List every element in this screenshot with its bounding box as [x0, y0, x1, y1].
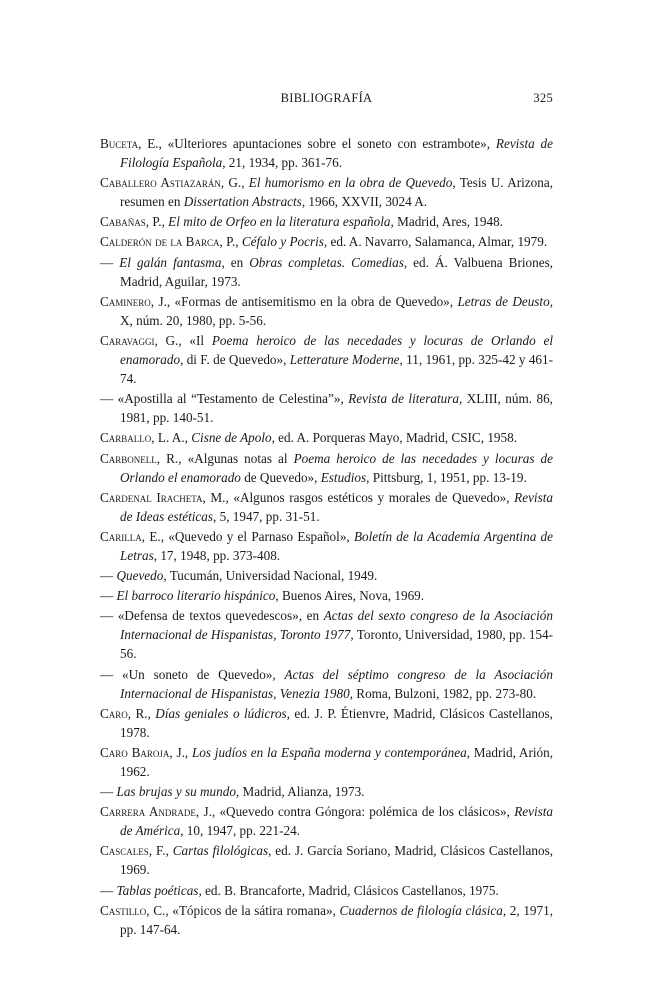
- entry-text: ,: [273, 685, 280, 701]
- entry-title-italic: Revista de Filología Española: [120, 136, 553, 171]
- entry-title-italic: Estudios: [320, 469, 367, 485]
- entry-text: , «Quevedo contra Góngora: polémica de los clásicos»,: [211, 804, 515, 820]
- bibliography-entry: [100, 232, 553, 251]
- bibliography-entry: [100, 134, 553, 172]
- entry-text: , Madrid, Alianza, 1973.: [235, 784, 365, 800]
- entry-text: ,: [241, 175, 249, 191]
- entry-title-italic: Toronto 1977: [279, 627, 351, 643]
- bibliography-entry: [100, 566, 553, 585]
- bibliography-entry: [100, 292, 553, 330]
- bibliography-entry: [100, 428, 553, 447]
- bibliography-entry: [100, 606, 553, 663]
- entry-text: , ed. B. Brancaforte, Madrid, Clásicos Castellanos, 1975.: [198, 882, 499, 898]
- bibliography-entry: [100, 449, 553, 487]
- bibliography-entry: [100, 212, 553, 231]
- entry-title-italic: Cartas filológicas: [172, 843, 269, 859]
- entry-text: , ed. A. Navarro, Salamanca, Almar, 1979.: [323, 234, 548, 250]
- entry-text: , 17, 1948, pp. 373-408.: [153, 547, 281, 563]
- entry-text: — «Defensa de textos quevedescos», en: [100, 608, 324, 624]
- entry-author: Calderón de la Barca, P.: [100, 234, 236, 250]
- entry-text: ,: [184, 744, 192, 760]
- entry-title-italic: Céfalo y Pocris: [241, 234, 324, 250]
- entry-text: , «Il: [178, 332, 212, 348]
- entry-title-italic: Cisne de Apolo: [191, 430, 272, 446]
- entry-title-italic: Quevedo: [116, 568, 164, 584]
- entry-text: , Toronto, Universidad, 1980, pp. 154-56.: [120, 627, 553, 662]
- entry-text: — «Apostilla al “Testamento de Celestina”»,: [100, 391, 349, 407]
- entry-text: , «Tópicos de la sátira romana»,: [165, 902, 340, 918]
- entry-title-italic: Revista de Ideas estéticas: [120, 489, 553, 524]
- entry-title-italic: Las brujas y su mundo: [116, 784, 236, 800]
- bibliography-entry: [100, 782, 553, 801]
- entry-author: Cascales, F.: [100, 843, 166, 859]
- page-number: 325: [533, 91, 553, 105]
- entry-text: , 21, 1934, pp. 361-76.: [222, 155, 342, 171]
- entry-text: , Roma, Bulzoni, 1982, pp. 273-80.: [349, 685, 537, 701]
- entry-text: — «Un soneto de Quevedo»,: [100, 666, 285, 682]
- entry-text: , «Ulteriores apuntaciones sobre el soneto con estrambote»,: [158, 136, 496, 151]
- entry-text: , Buenos Aires, Nova, 1969.: [275, 588, 425, 604]
- entry-text: —: [100, 588, 117, 604]
- bibliography-list: [100, 134, 553, 939]
- entry-author: Cardenal Iracheta, M.: [100, 489, 226, 505]
- running-header: [100, 91, 553, 111]
- entry-title-italic: Revista de literatura,: [348, 391, 463, 407]
- entry-author: Buceta, E.: [100, 136, 159, 151]
- bibliography-entry: [100, 389, 553, 427]
- entry-text: ed. J. P. Étienvre, Madrid, Clásicos Castellanos, 1978.: [120, 705, 553, 740]
- bibliography-entry: [100, 901, 553, 939]
- entry-text: ,: [273, 627, 280, 643]
- entry-text: , en: [221, 254, 250, 270]
- entry-author: Castillo, C.: [100, 902, 166, 918]
- entry-title-italic: El galán fantasma: [119, 254, 222, 270]
- bibliography-entry: [100, 841, 553, 879]
- entry-title-italic: Días geniales o lúdicros,: [155, 705, 290, 721]
- entry-text: , ed. Á. Valbuena Briones, Madrid, Aguilar, 1973.: [120, 254, 554, 289]
- entry-text: , Madrid, Arión, 1962.: [120, 744, 553, 779]
- entry-title-italic: Revista de América: [120, 804, 554, 839]
- entry-text: —: [100, 254, 120, 270]
- entry-title-italic: El mito de Orfeo en la literatura española,: [168, 214, 394, 230]
- entry-text: , «Algunos rasgos estéticos y morales de Quevedo»,: [225, 489, 515, 505]
- entry-text: , ed. J. García Soriano, Madrid, Clásicos Castellanos, 1969.: [120, 843, 553, 878]
- entry-text: ,: [235, 234, 242, 250]
- entry-text: —: [100, 784, 117, 800]
- entry-text: ,: [161, 214, 169, 230]
- entry-text: ,: [147, 705, 156, 721]
- entry-text: , 1966, XXVII, 3024 A.: [301, 194, 428, 210]
- entry-author: Carballo, L. A.: [100, 430, 185, 446]
- bibliography-entry: [100, 527, 553, 565]
- entry-text: —: [100, 882, 117, 898]
- entry-author: Caro, R.: [100, 705, 148, 721]
- entry-text: , di F. de Quevedo»,: [180, 352, 290, 368]
- entry-title-italic: Cuadernos de filología clásica: [339, 902, 503, 918]
- entry-title-italic: Boletín de la Academia Argentina de Letras: [120, 528, 553, 563]
- entry-text: , «Algunas notas al: [178, 450, 294, 466]
- entry-title-italic: Dissertation Abstracts: [183, 194, 302, 210]
- bibliography-entry: [100, 331, 553, 388]
- bibliography-entry: [100, 488, 553, 526]
- bibliography-entry: [100, 704, 553, 742]
- bibliography-entry: [100, 173, 553, 211]
- entry-title-italic: Obras completas. Comedias: [249, 254, 404, 270]
- entry-text: ,: [165, 843, 173, 859]
- entry-text: , 5, 1947, pp. 31-51.: [213, 508, 320, 524]
- entry-title-italic: Poema heroico de las necedades y locuras de Orlando el enamorado: [120, 450, 553, 485]
- entry-author: Caro Baroja, J.: [100, 744, 185, 760]
- entry-title-italic: Letras de Deusto: [457, 293, 550, 309]
- entry-title-italic: Actas del séptimo congreso de la Asociación Internacional de Hispanistas: [120, 666, 553, 701]
- entry-author: Caballero Astiazarán, G.: [100, 175, 242, 191]
- entry-text: XLIII, núm. 86, 1981, pp. 140-51.: [120, 391, 553, 426]
- entry-author: Carilla, E.: [100, 528, 161, 544]
- bibliography-entry: [100, 665, 553, 703]
- entry-text: , X, núm. 20, 1980, pp. 5-56.: [120, 293, 553, 328]
- entry-text: , Pittsburg, 1, 1951, pp. 13-19.: [366, 469, 527, 485]
- entry-text: , 2, 1971, pp. 147-64.: [120, 902, 553, 937]
- bibliography-entry: [100, 802, 553, 840]
- entry-title-italic: Letterature Moderne: [289, 352, 400, 368]
- entry-author: Carbonell, R.: [100, 450, 179, 466]
- entry-text: ,: [184, 430, 192, 446]
- entry-text: , «Quevedo y el Parnaso Español»,: [160, 528, 354, 544]
- entry-author: Carrera Andrade, J.: [100, 804, 212, 820]
- running-title: BIBLIOGRAFÍA: [280, 91, 373, 105]
- entry-title-italic: Los judíos en la España moderna y contemporánea: [191, 744, 467, 760]
- bibliography-entry: [100, 743, 553, 781]
- entry-text: , Tesis U. Arizona, resumen en: [120, 175, 553, 210]
- bibliography-entry: [100, 586, 553, 605]
- entry-text: , «Formas de antisemitismo en la obra de Quevedo»,: [166, 293, 458, 309]
- entry-text: , 11, 1961, pp. 325-42 y 461-74.: [120, 352, 554, 387]
- entry-author: Cabañas, P.: [100, 214, 162, 230]
- entry-text: , 10, 1947, pp. 221-24.: [180, 823, 300, 839]
- entry-text: de Quevedo»,: [240, 469, 321, 485]
- entry-title-italic: Poema heroico de las necedades y locuras de Orlando el enamorado: [120, 332, 553, 368]
- entry-author: Caminero, J.: [100, 293, 167, 309]
- bibliography-entry: [100, 881, 553, 900]
- entry-author: Caravaggi, G.: [100, 332, 179, 348]
- entry-title-italic: Actas del sexto congreso de la Asociación Internacional de Hispanistas: [120, 608, 553, 643]
- entry-text: , Tucumán, Universidad Nacional, 1949.: [163, 568, 378, 584]
- entry-title-italic: El barroco literario hispánico: [116, 588, 276, 604]
- entry-text: , ed. A. Porqueras Mayo, Madrid, CSIC, 1958.: [271, 430, 517, 446]
- entry-title-italic: Tablas poéticas: [116, 882, 199, 898]
- entry-title-italic: El humorismo en la obra de Quevedo: [248, 175, 453, 191]
- bibliography-entry: [100, 253, 553, 291]
- entry-text: Madrid, Ares, 1948.: [393, 214, 503, 230]
- entry-title-italic: Venezia 1980: [279, 685, 350, 701]
- entry-text: —: [100, 568, 117, 584]
